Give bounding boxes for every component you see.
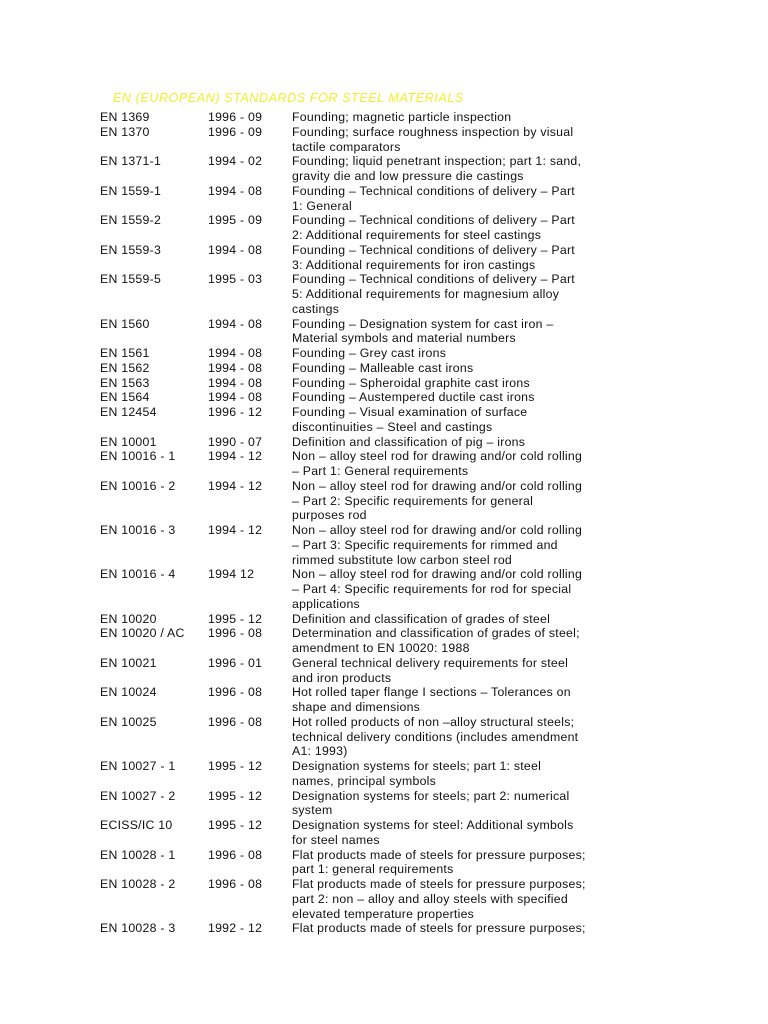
standard-title: General technical delivery requirements for steel and iron products xyxy=(292,655,569,685)
table-row xyxy=(100,243,640,273)
table-row xyxy=(100,125,640,155)
table-row xyxy=(100,361,640,376)
standard-title: Founding – Technical conditions of delivery – Part 5: Additional requirements for magnesium alloy castings xyxy=(292,272,575,316)
table-row xyxy=(100,154,640,184)
standard-title: Definition and classification of pig – irons xyxy=(292,434,526,449)
standard-code: EN 1559-1 xyxy=(100,183,162,198)
standard-title: Founding – Malleable cast irons xyxy=(292,360,474,375)
standard-code: EN 10016 - 3 xyxy=(100,523,176,537)
standard-date: 1994 - 08 xyxy=(208,242,263,257)
standard-title: Hot rolled taper flange I sections – Tolerances on shape and dimensions xyxy=(292,685,571,714)
standard-date: 1994 12 xyxy=(208,567,255,582)
table-row xyxy=(100,685,640,715)
table-row xyxy=(100,523,640,567)
standard-code: EN 1561 xyxy=(100,346,150,360)
standard-code: EN 1369 xyxy=(100,110,150,124)
standard-date: 1994 - 08 xyxy=(208,375,263,390)
standard-title: Non – alloy steel rod for drawing and/or cold rolling – Part 4: Specific requirements for rod for special applications xyxy=(292,567,583,611)
table-row xyxy=(100,656,640,686)
standard-title: Founding – Technical conditions of delivery – Part 2: Additional requirements for steel castings xyxy=(292,213,575,242)
standard-date: 1992 - 12 xyxy=(208,921,263,936)
standard-code: EN 10020 xyxy=(100,611,157,626)
standard-code: EN 1560 xyxy=(100,316,150,331)
standard-title: Founding – Austempered ductile cast irons xyxy=(292,390,535,405)
table-row xyxy=(100,818,640,848)
standard-date: 1996 - 12 xyxy=(208,405,263,419)
standard-date: 1996 - 08 xyxy=(208,847,263,862)
standard-code: EN 10025 xyxy=(100,714,157,729)
standard-date: 1995 - 12 xyxy=(208,759,263,773)
standard-date: 1995 - 12 xyxy=(208,611,263,626)
standard-date: 1994 - 08 xyxy=(208,390,263,405)
table-row xyxy=(100,213,640,243)
table-row xyxy=(100,921,640,936)
table-row xyxy=(100,626,640,656)
standard-code: EN 10021 xyxy=(100,655,157,670)
table-row xyxy=(100,376,640,391)
standard-title: Hot rolled products of non –alloy structural steels; technical delivery conditions (includes amendment A1: 1993) xyxy=(292,714,579,759)
standard-title: Definition and classification of grades of steel xyxy=(292,611,551,626)
table-row xyxy=(100,759,640,789)
standard-title: Founding – Technical conditions of delivery – Part 3: Additional requirements for iron castings xyxy=(292,242,575,272)
table-row xyxy=(100,715,640,759)
standard-date: 1995 - 12 xyxy=(208,818,263,832)
standard-date: 1996 - 09 xyxy=(208,110,263,124)
standard-title: Designation systems for steels; part 1: steel names, principal symbols xyxy=(292,759,542,788)
standard-date: 1996 - 08 xyxy=(208,877,263,891)
table-row xyxy=(100,567,640,611)
standard-title: Flat products made of steels for pressure purposes; xyxy=(292,921,586,936)
standard-title: Founding – Grey cast irons xyxy=(292,346,447,360)
table-row xyxy=(100,317,640,347)
document-title: EN (EUROPEAN) STANDARDS FOR STEEL MATERIALS xyxy=(113,91,464,105)
standard-date: 1995 - 09 xyxy=(208,213,263,228)
standard-date: 1994 - 12 xyxy=(208,478,263,493)
table-row xyxy=(100,346,640,361)
standard-code: EN 10020 / AC xyxy=(100,626,185,641)
standard-date: 1994 - 12 xyxy=(208,523,263,537)
standard-code: EN 1563 xyxy=(100,375,150,390)
standard-date: 1994 - 08 xyxy=(208,360,263,375)
standard-date: 1996 - 08 xyxy=(208,714,263,729)
standard-code: EN 10027 - 2 xyxy=(100,788,176,803)
standard-date: 1994 - 02 xyxy=(208,154,263,169)
standard-title: Founding – Visual examination of surface discontinuities – Steel and castings xyxy=(292,405,528,434)
standard-date: 1995 - 12 xyxy=(208,788,263,803)
standard-title: Founding – Designation system for cast iron – Material symbols and material numbers xyxy=(292,316,554,346)
table-row xyxy=(100,184,640,214)
standard-title: Founding; liquid penetrant inspection; part 1: sand, gravity die and low pressure die castings xyxy=(292,154,582,183)
standard-date: 1994 - 08 xyxy=(208,316,263,331)
standard-code: EN 10028 - 3 xyxy=(100,921,176,936)
standard-title: Non – alloy steel rod for drawing and/or cold rolling – Part 2: Specific requirements for general purposes rod xyxy=(292,478,583,523)
standard-code: EN 1559-5 xyxy=(100,272,162,287)
standard-code: EN 1559-3 xyxy=(100,242,162,257)
table-row xyxy=(100,479,640,523)
standard-code: EN 10027 - 1 xyxy=(100,759,176,773)
standard-title: Designation systems for steels; part 2: numerical system xyxy=(292,788,570,818)
standards-table xyxy=(100,110,640,936)
table-row xyxy=(100,272,640,316)
standard-code: EN 10016 - 1 xyxy=(100,449,176,464)
standard-code: EN 12454 xyxy=(100,405,157,419)
standard-code: EN 1371-1 xyxy=(100,154,162,169)
standard-date: 1996 - 01 xyxy=(208,655,263,670)
table-row xyxy=(100,877,640,921)
standard-date: 1994 - 12 xyxy=(208,449,263,464)
standard-code: EN 1562 xyxy=(100,360,150,375)
standard-date: 1995 - 03 xyxy=(208,272,263,287)
table-row xyxy=(100,612,640,627)
standard-date: 1990 - 07 xyxy=(208,434,263,449)
table-row xyxy=(100,848,640,878)
standard-code: EN 10024 xyxy=(100,685,157,700)
table-row xyxy=(100,405,640,435)
table-row xyxy=(100,789,640,819)
standard-date: 1996 - 08 xyxy=(208,685,263,700)
table-row xyxy=(100,449,640,479)
standard-code: EN 10001 xyxy=(100,434,157,449)
standard-date: 1996 - 08 xyxy=(208,626,263,641)
standard-code: EN 1564 xyxy=(100,390,150,405)
standard-date: 1994 - 08 xyxy=(208,346,263,360)
standard-title: Founding; magnetic particle inspection xyxy=(292,110,512,124)
table-row xyxy=(100,390,640,405)
standard-date: 1996 - 09 xyxy=(208,124,263,139)
standard-code: ECISS/IC 10 xyxy=(100,818,173,832)
standard-title: Flat products made of steels for pressure purposes; part 2: non – alloy and alloy steels with specified elevated temperature properties xyxy=(292,877,586,921)
standard-code: EN 1370 xyxy=(100,124,150,139)
standard-code: EN 10028 - 2 xyxy=(100,877,176,891)
table-row xyxy=(100,110,640,125)
standard-date: 1994 - 08 xyxy=(208,183,263,198)
standard-title: Founding; surface roughness inspection by visual tactile comparators xyxy=(292,124,574,154)
standard-title: Designation systems for steel: Additional symbols for steel names xyxy=(292,818,574,847)
table-row xyxy=(100,435,640,450)
standard-code: EN 10016 - 4 xyxy=(100,567,176,582)
standard-title: Non – alloy steel rod for drawing and/or cold rolling – Part 3: Specific requirements for rimmed and rimmed substitute low carbon steel rod xyxy=(292,523,583,567)
standard-code: EN 1559-2 xyxy=(100,213,162,228)
standard-code: EN 10016 - 2 xyxy=(100,478,176,493)
standard-title: Determination and classification of grades of steel; amendment to EN 10020: 1988 xyxy=(292,626,580,655)
standard-title: Flat products made of steels for pressure purposes; part 1: general requirements xyxy=(292,847,586,877)
standard-title: Non – alloy steel rod for drawing and/or cold rolling – Part 1: General requirements xyxy=(292,449,583,478)
standard-title: Founding – Spheroidal graphite cast irons xyxy=(292,375,530,390)
standard-title: Founding – Technical conditions of delivery – Part 1: General xyxy=(292,183,575,213)
standard-code: EN 10028 - 1 xyxy=(100,847,176,862)
